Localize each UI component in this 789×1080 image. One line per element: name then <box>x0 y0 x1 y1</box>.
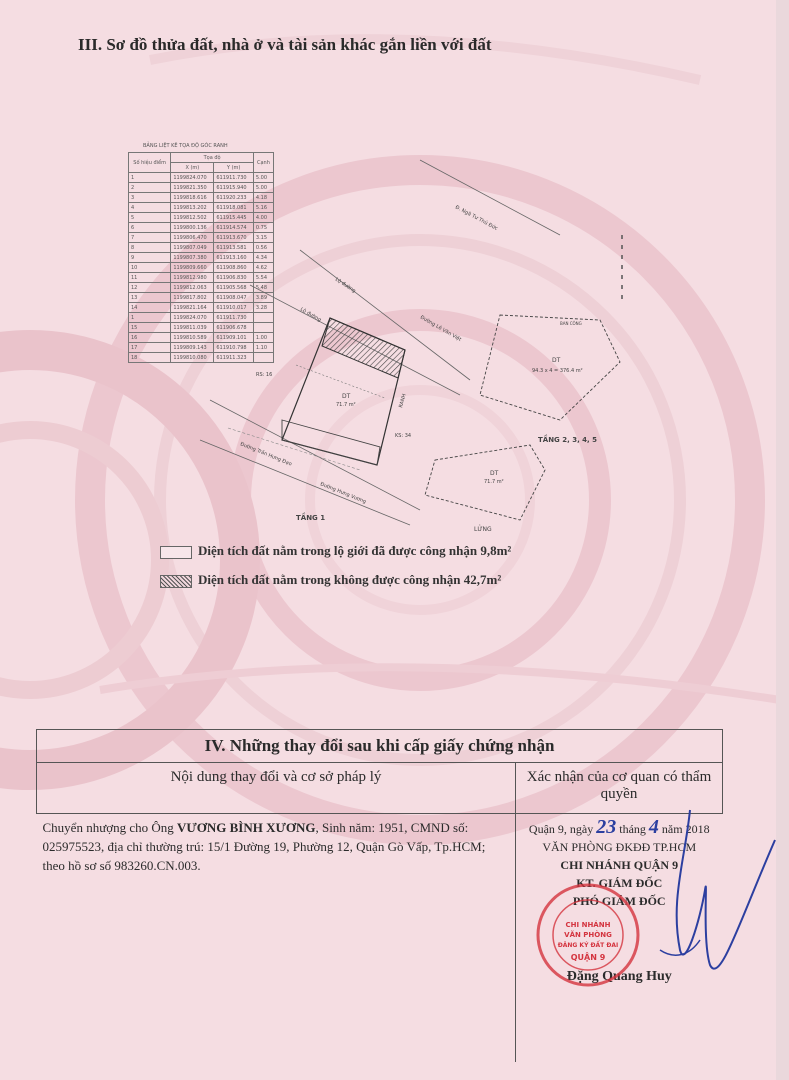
coord-cell: 5.54 <box>253 273 273 283</box>
coord-cell: 5.00 <box>253 183 273 193</box>
coord-cell: 9 <box>129 253 171 263</box>
legend-item-unrecognized <box>160 572 501 588</box>
coord-cell: 1199807.380 <box>171 253 214 263</box>
coord-cell: 1199821.164 <box>171 303 214 313</box>
coord-cell: 1199809.143 <box>171 343 214 353</box>
coord-cell: 1199812.980 <box>171 273 214 283</box>
coord-cell: 4.34 <box>253 253 273 263</box>
content-prefix: Chuyển nhượng cho Ông <box>42 820 178 835</box>
roof-label: LỬNG <box>474 526 492 533</box>
coord-cell: 611911.730 <box>214 173 254 183</box>
dt-label-2: DT <box>552 357 561 364</box>
kt-title: KT. GIÁM ĐỐC <box>576 876 663 890</box>
coord-cell: 1 <box>129 313 171 323</box>
coord-col-edge: Cạnh <box>253 153 273 173</box>
coord-cell: 611905.568 <box>214 283 254 293</box>
coord-cell: 611913.581 <box>214 243 254 253</box>
coord-cell: 1199809.660 <box>171 263 214 273</box>
coord-cell: 611910.798 <box>214 343 254 353</box>
legend-item-road <box>160 543 511 559</box>
content-rest: , Sinh năm: 1951, CMND số: 025975523, địa chỉ thường trú: 15/1 Đường 19, Phường 12, Quận Gò Vấp, Tp.HCM; theo hồ sơ số 983260.CN.003. <box>42 820 486 873</box>
coord-cell: 3.89 <box>253 293 273 303</box>
coord-cell: 8 <box>129 243 171 253</box>
coord-cell: 1199810.589 <box>171 333 214 343</box>
coord-cell: 611914.574 <box>214 223 254 233</box>
coord-cell: 10 <box>129 263 171 273</box>
coord-cell: 611913.160 <box>214 253 254 263</box>
coord-cell: 1.10 <box>253 343 273 353</box>
coord-cell: 7 <box>129 233 171 243</box>
balcony-label: BAN CÔNG <box>560 321 582 326</box>
road-label-a: Lộ đường <box>333 276 357 295</box>
svg-text:ĐĂNG KÝ ĐẤT ĐAI: ĐĂNG KÝ ĐẤT ĐAI <box>557 942 619 949</box>
svg-text:VĂN PHÒNG: VĂN PHÒNG <box>564 931 612 939</box>
coord-cell: 1199821.350 <box>171 183 214 193</box>
road-side-label: Đường Hưng Vương <box>319 481 367 506</box>
coord-cell: 12 <box>129 283 171 293</box>
coord-cell: 1199818.616 <box>171 193 214 203</box>
coord-cell: 611908.860 <box>214 263 254 273</box>
svg-text:CHI NHÁNH: CHI NHÁNH <box>565 921 611 929</box>
coord-cell: 611906.678 <box>214 323 254 333</box>
coord-cell: 14 <box>129 303 171 313</box>
road-top-label: Đ. Ngã Tư Thủ Đức <box>454 204 499 232</box>
coord-cell: 15 <box>129 323 171 333</box>
coord-cell: 11 <box>129 273 171 283</box>
coord-cell: 611908.047 <box>214 293 254 303</box>
coord-cell: 4.00 <box>253 213 273 223</box>
coord-cell: 16 <box>129 333 171 343</box>
coord-col-point: Số hiệu điểm <box>129 153 171 173</box>
coord-cell: 611918.081 <box>214 203 254 213</box>
legend-swatch-plain <box>160 546 192 559</box>
coord-cell: 5.16 <box>253 203 273 213</box>
coord-cell: 4.62 <box>253 263 273 273</box>
legend-swatch-hatched <box>160 575 192 588</box>
ranh-label: RANH <box>398 393 408 409</box>
coord-cell: 5.48 <box>253 283 273 293</box>
coord-cell: 4.18 <box>253 193 273 203</box>
coord-cell: 1199812.502 <box>171 213 214 223</box>
signer-name: Đặng Quang Huy <box>566 969 672 984</box>
coord-cell: 1199800.136 <box>171 223 214 233</box>
section-4-title: IV. Những thay đổi sau khi cấp giấy chứng nhận <box>37 730 723 763</box>
coord-cell: 611915.445 <box>214 213 254 223</box>
coord-cell: 3 <box>129 193 171 203</box>
coord-col-coord: Tọa độ <box>171 153 254 163</box>
road-label-b: Lộ đường <box>299 306 323 324</box>
coord-cell: 611911.730 <box>214 313 254 323</box>
date-day: 23 <box>596 816 617 838</box>
dt-value-1: 71.7 m² <box>336 402 356 408</box>
coord-cell: 0.75 <box>253 223 273 233</box>
coord-table-title: BẢNG LIỆT KÊ TỌA ĐỘ GÓC RANH <box>143 143 228 149</box>
date-month-word: tháng <box>619 822 646 836</box>
coord-cell: 4 <box>129 203 171 213</box>
content-name: VƯƠNG BÌNH XƯƠNG <box>177 820 316 835</box>
office-name: VĂN PHÒNG ĐKĐĐ TP.HCM <box>542 840 697 854</box>
hatched-area <box>322 318 405 378</box>
road-alley-label: Đường Lê Văn Việt <box>419 314 463 343</box>
coord-cell: 1199824.070 <box>171 173 214 183</box>
setback-area <box>282 420 380 465</box>
deputy-title: PHÓ GIÁM ĐỐC <box>572 894 666 908</box>
date-year: năm 2018 <box>661 822 710 836</box>
legend-text-1: Diện tích đất nằm trong lộ giới đã được công nhận 9,8m² <box>198 543 512 558</box>
coord-cell: 611913.670 <box>214 233 254 243</box>
handwritten-signature <box>590 800 780 1000</box>
coord-cell: 611909.101 <box>214 333 254 343</box>
date-month: 4 <box>648 816 659 838</box>
sc-label: RS: 16 <box>256 372 273 378</box>
floors-upper-label: TẦNG 2, 3, 4, 5 <box>538 436 598 444</box>
svg-text:QUẬN 9: QUẬN 9 <box>570 953 606 962</box>
legend-text-2: Diện tích đất nằm trong không được công nhận 42,7m² <box>198 572 502 587</box>
dt-label-1: DT <box>342 393 351 400</box>
coord-cell: 1199817.802 <box>171 293 214 303</box>
coord-cell: 611906.830 <box>214 273 254 283</box>
coord-cell: 17 <box>129 343 171 353</box>
coord-cell: 1199813.202 <box>171 203 214 213</box>
coord-col-x: X (m) <box>171 163 214 173</box>
dt-value-3: 71.7 m² <box>484 479 504 485</box>
col-content-header: Nội dung thay đổi và cơ sở pháp lý <box>37 763 516 814</box>
coord-cell: 1 <box>129 173 171 183</box>
coord-cell: 611910.017 <box>214 303 254 313</box>
coord-cell: 13 <box>129 293 171 303</box>
floor-1-label: TẦNG 1 <box>296 514 326 522</box>
coord-cell: 5.00 <box>253 173 273 183</box>
coord-cell: 2 <box>129 183 171 193</box>
dt-value-2: 94.3 x 4 = 376.4 m² <box>532 368 583 374</box>
coord-cell: 18 <box>129 353 171 363</box>
branch-name: CHI NHÁNH QUẬN 9 <box>560 858 679 872</box>
coord-col-y: Y (m) <box>214 163 254 173</box>
coord-cell: 3.28 <box>253 303 273 313</box>
col-confirm-header: Xác nhận của cơ quan có thẩm quyền <box>516 763 723 814</box>
coord-cell: 6 <box>129 223 171 233</box>
coord-cell: 0.56 <box>253 243 273 253</box>
change-content <box>37 814 516 1063</box>
coord-cell: 1199811.039 <box>171 323 214 333</box>
coord-cell: 611915.940 <box>214 183 254 193</box>
dt-label-3: DT <box>490 470 499 477</box>
coord-cell: 611911.323 <box>214 353 254 363</box>
coord-cell: 1199807.049 <box>171 243 214 253</box>
section-3-heading: III. Sơ đồ thửa đất, nhà ở và tài sản khác gắn liền với đất <box>78 35 492 54</box>
coord-cell: 1.00 <box>253 333 273 343</box>
road-main-label: Đường Trần Hưng Đạo <box>239 441 293 468</box>
coord-cell: 611920.233 <box>214 193 254 203</box>
coord-cell: 5 <box>129 213 171 223</box>
coord-cell: 1199812.063 <box>171 283 214 293</box>
date-prefix: Quận 9, ngày <box>528 822 594 836</box>
coord-cell: 3.15 <box>253 233 273 243</box>
ks-label: KS: 34 <box>395 433 412 439</box>
coord-cell: 1199824.070 <box>171 313 214 323</box>
coord-cell: 1199810.080 <box>171 353 214 363</box>
coord-cell: 1199806.470 <box>171 233 214 243</box>
